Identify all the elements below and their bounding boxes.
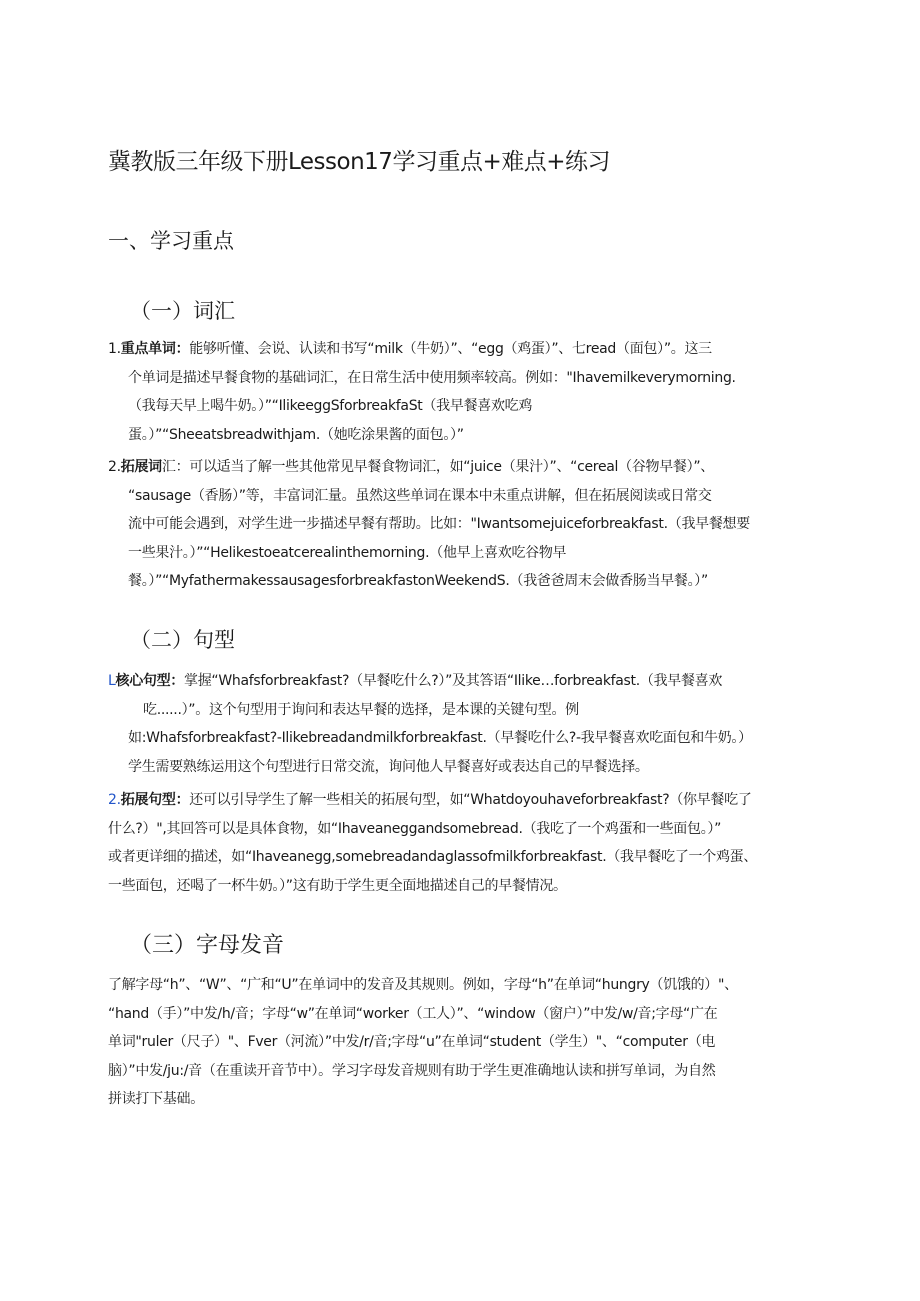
list-number: 2. [108, 792, 121, 808]
paragraph-line: 或者更详细的描述，如“Ihaveanegg,somebreadandaglassofmilkforbreakfast.（我早餐吃了一个鸡蛋、 [108, 849, 758, 866]
item-label: 核心句型： [115, 673, 184, 689]
paragraph-line: 一些面包，还喝了一杯牛奶。）”这有助于学生更全面地描述自己的早餐情况。 [108, 877, 567, 894]
paragraph-line: （我每天早上喝牛奶。）”“IlikeeggSforbreakfaSt（我早餐喜欢吃鸡 [128, 398, 533, 415]
paragraph-line: 流中可能会遇到，对学生进一步描述早餐有帮助。比如："Iwantsomejuiceforbreakfast.（我早餐想要 [128, 516, 750, 533]
paragraph-line: 什么?）",其回答可以是具体食物，如“Ihaveaneggandsomebread.（我吃了一个鸡蛋和一些面包。）” [108, 820, 722, 837]
list-number: 2. [108, 459, 121, 475]
paragraph-line: 如:Whafsforbreakfast?-Ilikebreadandmilkforbreakfast.（早餐吃什么?-我早餐喜欢吃面包和牛奶。） [128, 730, 752, 747]
paragraph-line: 还可以引导学生了解一些相关的拓展句型，如“Whatdoyouhaveforbreakfast?（你早餐吃了 [189, 792, 752, 808]
paragraph-line: 吃......）”。这个句型用于询问和表达早餐的选择，是本课的关键句型。例 [143, 701, 579, 718]
list-number: 1. [108, 341, 121, 357]
item-label: 拓展词 [120, 459, 162, 475]
subheading-sentence-patterns: （二）句型 [130, 628, 235, 652]
subheading-vocabulary: （一）词汇 [130, 299, 235, 323]
paragraph-extended-words [108, 453, 813, 596]
paragraph-core-patterns [108, 667, 813, 781]
paragraph-line: 了解字母“h”、“W”、“广和“U”在单词中的发音及其规则。例如，字母“h”在单词“hungry（饥饿的）"、 [108, 977, 738, 993]
paragraph-line: 个单词是描述早餐食物的基础词汇，在日常生活中使用频率较高。例如："Ihavemilkeverymorning. [128, 369, 736, 386]
paragraph-line: 单词"ruler（尺子）"、Fver（河流）”中发/r/音;字母“u”在单词“student（学生）"、“computer（电 [108, 1034, 716, 1051]
paragraph-line: “sausage（香肠）”等，丰富词汇量。虽然这些单词在课本中未重点讲解，但在拓展阅读或日常交 [128, 487, 712, 504]
paragraph-line: 蛋。）”“Sheeatsbreadwithjam.（她吃涂果酱的面包。）” [128, 426, 464, 443]
paragraph-line: 学生需要熟练运用这个句型进行日常交流，询问他人早餐喜好或表达自己的早餐选择。 [128, 758, 649, 775]
paragraph-key-words [108, 335, 813, 449]
paragraph-line: 汇：可以适当了解一些其他常见早餐食物词汇，如“juice（果汁）”、“cereal（谷物早餐）”、 [161, 459, 714, 475]
list-number: L [108, 673, 116, 689]
paragraph-line: 餐。）”“MyfathermakessausagesforbreakfastonWeekendS.（我爸爸周末会做香肠当早餐。）” [128, 573, 708, 590]
paragraph-line: 一些果汁。）”“Helikestoeatcerealinthemorning.（他早上喜欢吃谷物早 [128, 544, 567, 561]
paragraph-line: 脑）”中发/ju:/音（在重读开音节中）。学习字母发音规则有助于学生更准确地认读和拼写单词，为自然 [108, 1062, 716, 1079]
paragraph-line: “hand（手）”中发/h/音；字母“w”在单词“worker（工人）”、“window（窗户）”中发/w/音;字母“广在 [108, 1005, 718, 1022]
section-heading-key-points: 一、学习重点 [108, 229, 234, 253]
paragraph-extended-patterns [108, 786, 813, 900]
item-label: 拓展句型： [120, 792, 190, 808]
page-title: 冀教版三年级下册Lesson17学习重点+难点+练习 [108, 149, 610, 175]
paragraph-line: 掌握“Whafsforbreakfast?（早餐吃什么?）”及其答语“Ilike…forbreakfast.（我早餐喜欢 [184, 673, 723, 689]
paragraph-letter-sounds [108, 971, 813, 1114]
paragraph-line: 拼读打下基础。 [108, 1091, 204, 1108]
paragraph-line: 能够听懂、会说、认读和书写“milk（牛奶）”、“egg（鸡蛋）”、七read（面包）”。这三 [189, 341, 712, 357]
subheading-letter-sounds: （三）字母发音 [130, 933, 285, 958]
item-label: 重点单词： [120, 341, 190, 357]
